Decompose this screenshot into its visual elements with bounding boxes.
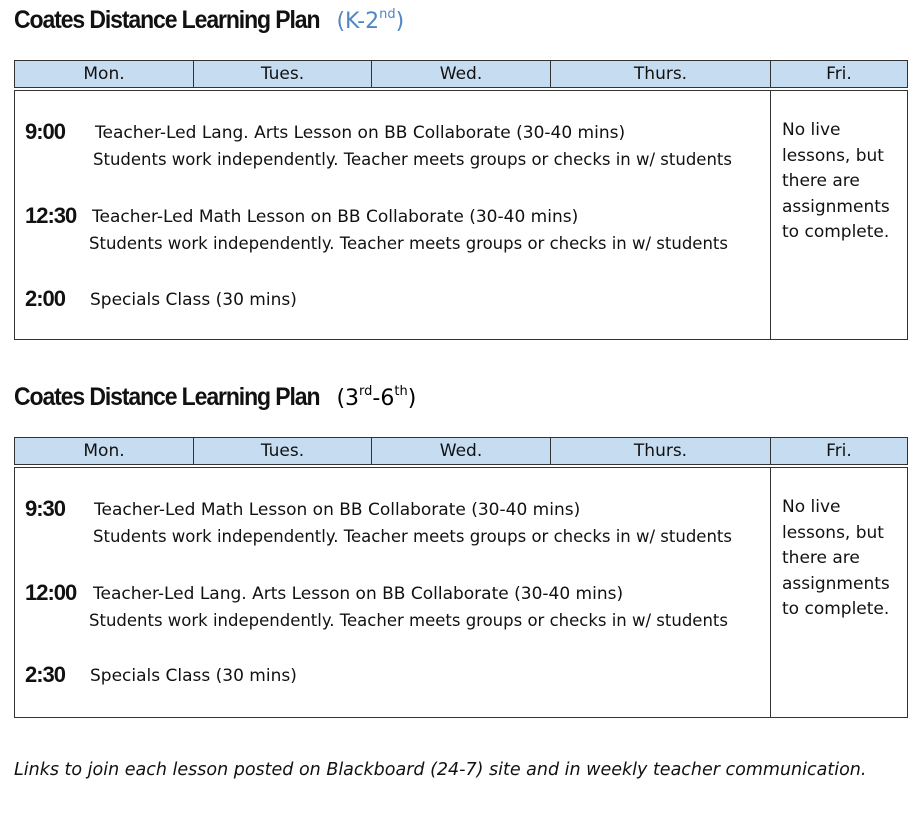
plan-title-3-6	[14, 383, 416, 423]
friday-line: assignments	[782, 196, 890, 217]
plan-title-k2	[14, 6, 404, 46]
slot-time: 12:30	[25, 203, 77, 228]
slot-lesson: Teacher-Led Lang. Arts Lesson on BB Collaborate (30-40 mins)	[95, 123, 626, 143]
slot-time: 9:30	[25, 496, 66, 521]
grade-range: (K-2nd)	[336, 7, 405, 34]
day-header-row	[14, 437, 908, 465]
plan-title-text: Coates Distance Learning Plan	[14, 6, 320, 34]
slot-time: 2:30	[25, 662, 66, 687]
day-friday: Fri.	[826, 64, 852, 84]
slot-time: 9:00	[25, 119, 66, 144]
grade-range: (3rd-6th)	[336, 384, 417, 411]
friday-column	[771, 468, 907, 717]
friday-line: there are	[782, 171, 860, 191]
day-wednesday: Wed.	[372, 61, 551, 87]
slot-note: Students work independently. Teacher meets groups or checks in w/ students	[93, 150, 732, 169]
slot-note: Students work independently. Teacher meets groups or checks in w/ students	[89, 611, 728, 630]
day-tuesday: Tues.	[194, 438, 372, 464]
footer-note: Links to join each lesson posted on Blackboard (24-7) site and in weekly teacher communication.	[14, 760, 867, 780]
friday-line: lessons, but	[782, 522, 884, 543]
day-thursday: Thurs.	[551, 438, 771, 464]
day-monday: Mon.	[15, 61, 194, 87]
slot-note: Students work independently. Teacher meets groups or checks in w/ students	[89, 234, 728, 253]
friday-line: assignments	[782, 573, 890, 594]
day-wednesday: Wed.	[372, 438, 551, 464]
mon-thu-column	[15, 91, 771, 339]
friday-line: No live	[782, 497, 841, 517]
schedule-body	[14, 467, 908, 718]
friday-line: to complete.	[782, 599, 890, 619]
slot-time: 12:00	[25, 580, 77, 605]
friday-line: to complete.	[782, 222, 890, 242]
friday-line: there are	[782, 548, 860, 568]
day-header-row	[14, 60, 908, 88]
friday-line: No live	[782, 120, 841, 140]
friday-line: lessons, but	[782, 145, 884, 166]
slot-time: 2:00	[25, 286, 66, 311]
friday-column	[771, 91, 907, 339]
slot-lesson: Specials Class (30 mins)	[90, 290, 297, 310]
day-tuesday: Tues.	[194, 61, 372, 87]
day-thursday: Thurs.	[551, 61, 771, 87]
slot-lesson: Specials Class (30 mins)	[90, 666, 297, 686]
day-monday: Mon.	[15, 438, 194, 464]
mon-thu-column	[15, 468, 771, 717]
slot-note: Students work independently. Teacher meets groups or checks in w/ students	[93, 527, 732, 546]
slot-lesson: Teacher-Led Math Lesson on BB Collaborate (30-40 mins)	[92, 207, 579, 227]
plan-title-text: Coates Distance Learning Plan	[14, 383, 320, 411]
slot-lesson: Teacher-Led Math Lesson on BB Collaborate (30-40 mins)	[94, 500, 581, 520]
slot-lesson: Teacher-Led Lang. Arts Lesson on BB Collaborate (30-40 mins)	[93, 584, 624, 604]
schedule-body	[14, 90, 908, 340]
day-friday: Fri.	[826, 441, 852, 461]
